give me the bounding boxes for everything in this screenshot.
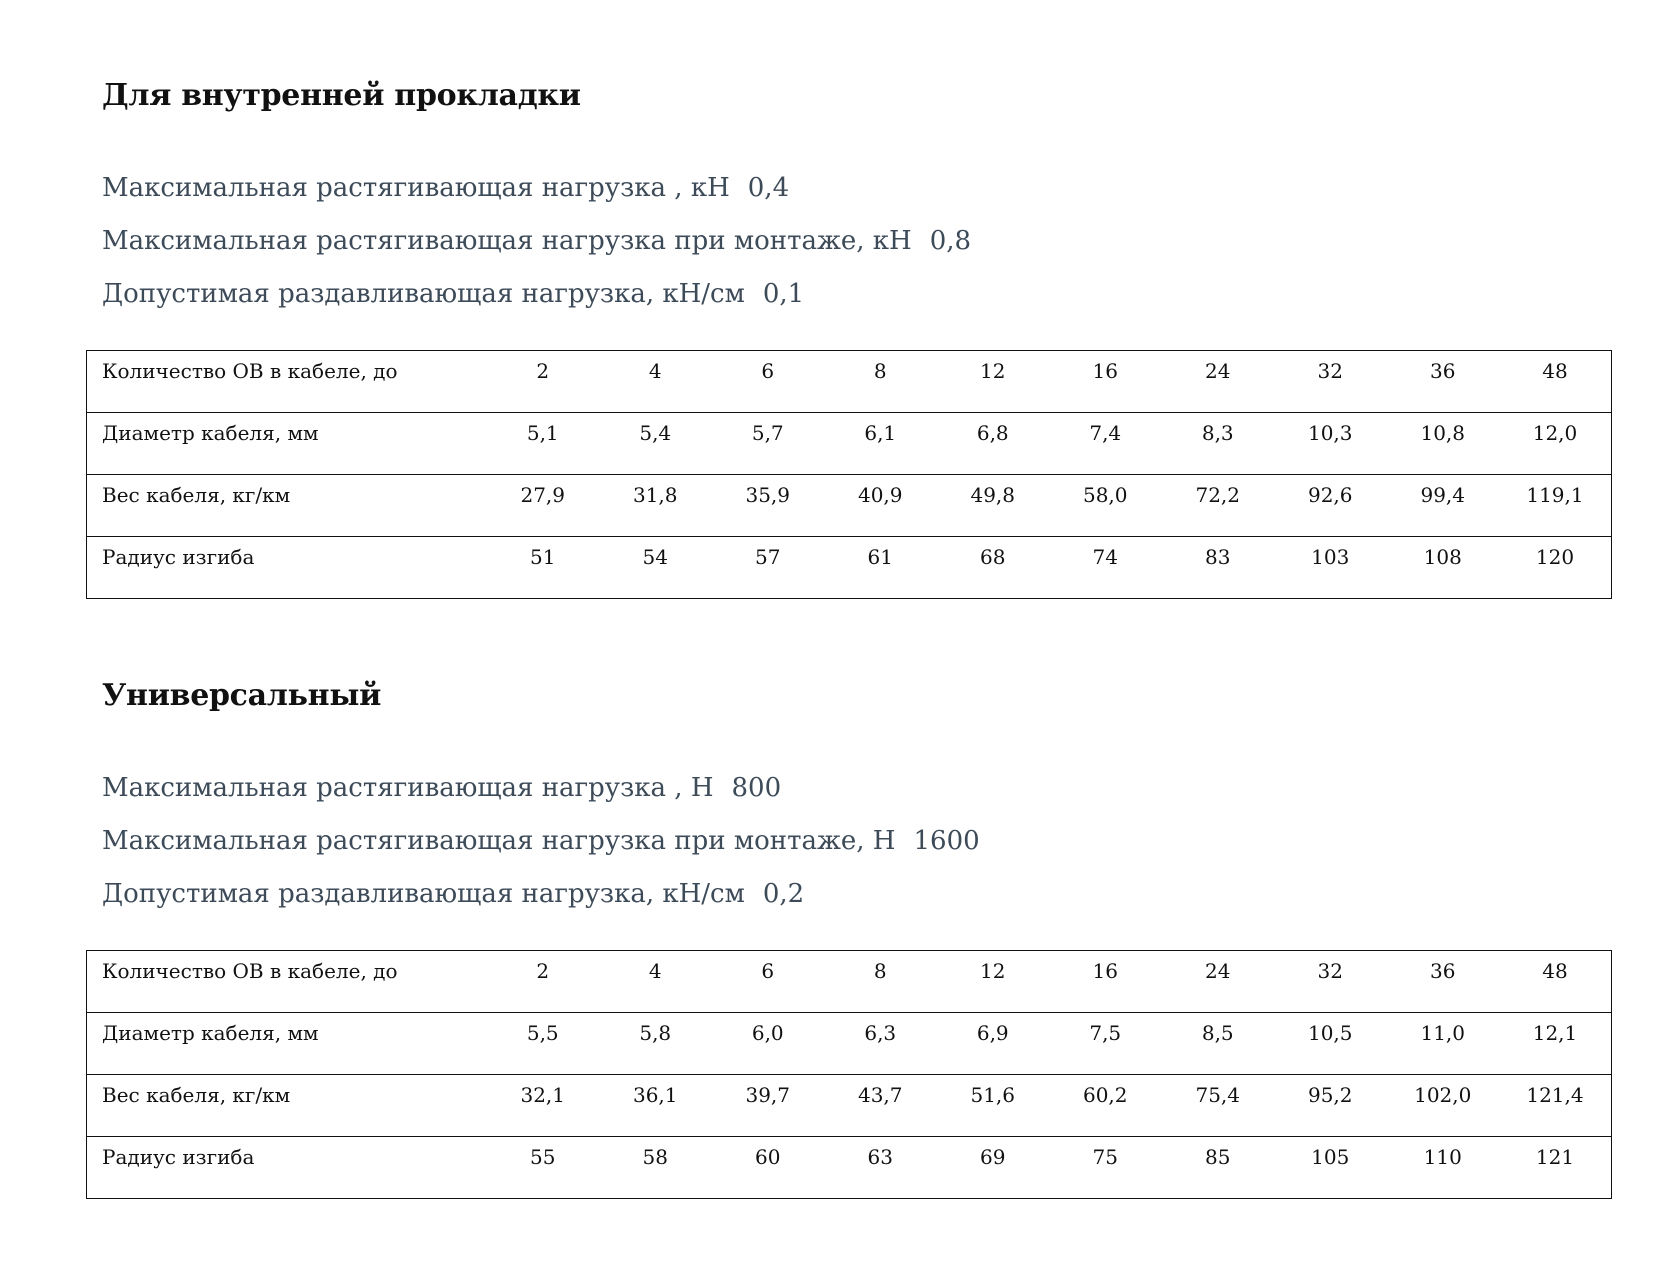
- table-cell: 12,0: [1499, 413, 1612, 475]
- table-cell: 6: [761, 359, 775, 383]
- table-cell: 5,5: [487, 1013, 600, 1075]
- table-cell: 7,5: [1049, 1013, 1162, 1075]
- table-cell: 2: [536, 959, 550, 983]
- table-cell: 6,0: [712, 1013, 825, 1075]
- table-cell: 7,4: [1049, 413, 1162, 475]
- table-cell: 4: [648, 359, 662, 383]
- table-row: [87, 351, 1612, 413]
- table-cell: 102,0: [1387, 1075, 1500, 1137]
- table-cell: 32: [1317, 359, 1343, 383]
- table-cell: 10,8: [1387, 413, 1500, 475]
- table-cell: 31,8: [599, 475, 712, 537]
- row-label: Радиус изгиба: [87, 537, 487, 599]
- table-cell: 68: [937, 537, 1050, 599]
- table-cell: 48: [1542, 359, 1568, 383]
- table-cell: 69: [937, 1137, 1050, 1199]
- table-cell: 75,4: [1162, 1075, 1275, 1137]
- table-cell: 48: [1542, 959, 1568, 983]
- table-cell: 24: [1205, 359, 1231, 383]
- table-cell: 121,4: [1499, 1075, 1612, 1137]
- param-value: 0,1: [762, 279, 805, 309]
- table-cell: 95,2: [1274, 1075, 1387, 1137]
- table-cell: 92,6: [1274, 475, 1387, 537]
- param-value: 1600: [913, 826, 980, 856]
- spec-table: [86, 350, 1612, 599]
- table-cell: 61: [824, 537, 937, 599]
- table-cell: 72,2: [1162, 475, 1275, 537]
- row-label: Радиус изгиба: [87, 1137, 487, 1199]
- table-cell: 85: [1162, 1137, 1275, 1199]
- table-cell: 49,8: [937, 475, 1050, 537]
- param-list: [102, 768, 980, 927]
- table-cell: 63: [824, 1137, 937, 1199]
- table-cell: 5,8: [599, 1013, 712, 1075]
- table-cell: 10,3: [1274, 413, 1387, 475]
- row-label: Количество ОВ в кабеле, до: [102, 359, 398, 383]
- table-cell: 2: [536, 359, 550, 383]
- row-label: Диаметр кабеля, мм: [87, 1013, 487, 1075]
- param-value: 0,4: [747, 173, 790, 203]
- param-list: [102, 168, 971, 327]
- table-cell: 57: [712, 537, 825, 599]
- table-cell: 58,0: [1049, 475, 1162, 537]
- table-cell: 8,5: [1162, 1013, 1275, 1075]
- table-cell: 16: [1092, 959, 1118, 983]
- table-row: [87, 475, 1612, 537]
- table-cell: 16: [1092, 359, 1118, 383]
- table-row: [87, 1075, 1612, 1137]
- param-label: Максимальная растягивающая нагрузка , Н: [102, 773, 714, 803]
- row-label: Вес кабеля, кг/км: [87, 1075, 487, 1137]
- table-cell: 108: [1387, 537, 1500, 599]
- table-cell: 6,8: [937, 413, 1050, 475]
- table-cell: 12: [980, 959, 1006, 983]
- table-cell: 43,7: [824, 1075, 937, 1137]
- table-cell: 12: [980, 359, 1006, 383]
- table-cell: 36: [1430, 959, 1456, 983]
- param-label: Максимальная растягивающая нагрузка при монтаже, Н: [102, 826, 896, 856]
- table-cell: 120: [1499, 537, 1612, 599]
- table-cell: 36: [1430, 359, 1456, 383]
- row-label: Диаметр кабеля, мм: [87, 413, 487, 475]
- table-cell: 119,1: [1499, 475, 1612, 537]
- table-cell: 51,6: [937, 1075, 1050, 1137]
- table-cell: 8: [873, 959, 887, 983]
- table-cell: 55: [487, 1137, 600, 1199]
- table-cell: 83: [1162, 537, 1275, 599]
- table-cell: 35,9: [712, 475, 825, 537]
- table-cell: 11,0: [1387, 1013, 1500, 1075]
- param-value: 0,8: [929, 226, 972, 256]
- table-cell: 103: [1274, 537, 1387, 599]
- table-cell: 39,7: [712, 1075, 825, 1137]
- table-cell: 110: [1387, 1137, 1500, 1199]
- param-max-install-load: [102, 221, 971, 274]
- table-cell: 54: [599, 537, 712, 599]
- param-label: Допустимая раздавливающая нагрузка, кН/см: [102, 279, 745, 309]
- param-label: Максимальная растягивающая нагрузка при монтаже, кН: [102, 226, 912, 256]
- table-cell: 5,4: [599, 413, 712, 475]
- row-label: Количество ОВ в кабеле, до: [102, 959, 398, 983]
- table-row: [87, 1013, 1612, 1075]
- param-value: 0,2: [762, 879, 805, 909]
- param-max-install-load: [102, 821, 980, 874]
- table-row: [87, 413, 1612, 475]
- row-label: Вес кабеля, кг/км: [87, 475, 487, 537]
- table-cell: 4: [648, 959, 662, 983]
- table-cell: 74: [1049, 537, 1162, 599]
- table-cell: 27,9: [487, 475, 600, 537]
- table-cell: 60: [712, 1137, 825, 1199]
- table-cell: 10,5: [1274, 1013, 1387, 1075]
- table-cell: 75: [1049, 1137, 1162, 1199]
- param-crush-load: [102, 874, 980, 927]
- table-cell: 6,9: [937, 1013, 1050, 1075]
- table-cell: 6,1: [824, 413, 937, 475]
- param-label: Допустимая раздавливающая нагрузка, кН/см: [102, 879, 745, 909]
- table-cell: 6,3: [824, 1013, 937, 1075]
- table-cell: 8: [873, 359, 887, 383]
- table-cell: 40,9: [824, 475, 937, 537]
- table-cell: 32: [1317, 959, 1343, 983]
- table-cell: 8,3: [1162, 413, 1275, 475]
- table-cell: 12,1: [1499, 1013, 1612, 1075]
- table-cell: 51: [487, 537, 600, 599]
- table-cell: 58: [599, 1137, 712, 1199]
- table-cell: 60,2: [1049, 1075, 1162, 1137]
- param-max-tensile-load: [102, 168, 971, 221]
- param-crush-load: [102, 274, 971, 327]
- table-cell: 32,1: [487, 1075, 600, 1137]
- table-cell: 105: [1274, 1137, 1387, 1199]
- table-row: [87, 1137, 1612, 1199]
- table-cell: 24: [1205, 959, 1231, 983]
- table-cell: 5,1: [487, 413, 600, 475]
- table-row: [87, 951, 1612, 1013]
- param-value: 800: [731, 773, 782, 803]
- table-cell: 6: [761, 959, 775, 983]
- table-cell: 5,7: [712, 413, 825, 475]
- section-title: Для внутренней прокладки: [102, 78, 581, 113]
- table-cell: 121: [1499, 1137, 1612, 1199]
- table-cell: 36,1: [599, 1075, 712, 1137]
- param-max-tensile-load: [102, 768, 980, 821]
- table-cell: 99,4: [1387, 475, 1500, 537]
- spec-table: [86, 950, 1612, 1199]
- section-title: Универсальный: [102, 678, 382, 713]
- table-row: [87, 537, 1612, 599]
- param-label: Максимальная растягивающая нагрузка , кН: [102, 173, 730, 203]
